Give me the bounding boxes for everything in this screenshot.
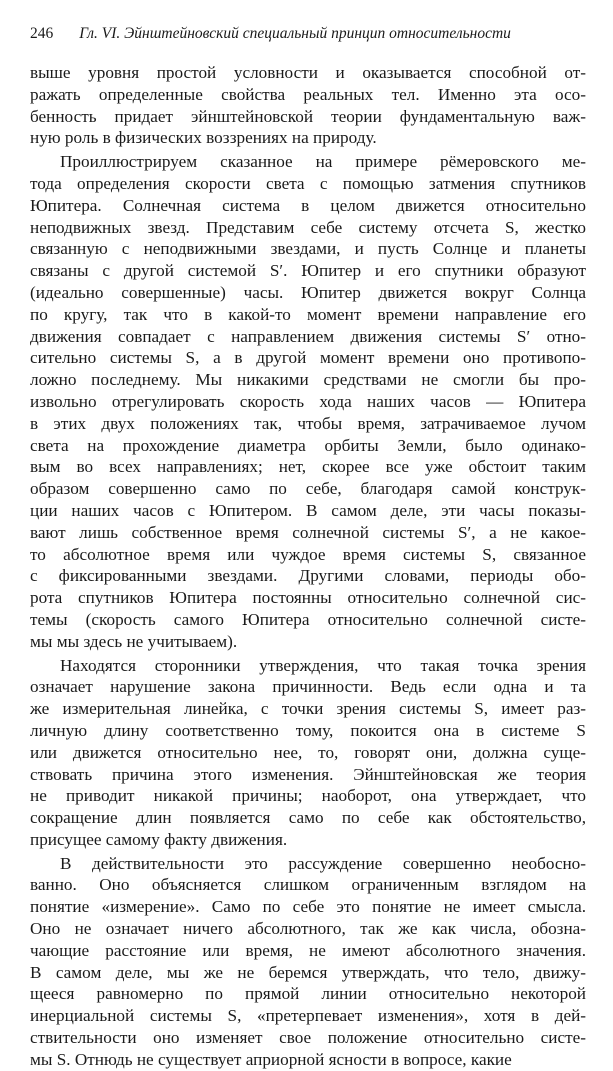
text-line: выше уровня простой условности и оказывается способной от- — [30, 63, 586, 82]
text-line: инерциальной системы S, «претерпевает изменения», хотя в дей- — [30, 1006, 586, 1026]
running-title: Гл. VI. Эйнштейновский специальный принцип относительности — [79, 25, 511, 42]
text-line: В самом деле, мы же не беремся утверждать, что тело, движу- — [30, 962, 586, 982]
running-header — [30, 24, 586, 44]
body-text — [30, 62, 586, 1071]
text-line: ражать определенные свойства реальных тел. Именно эта осо- — [30, 84, 586, 104]
text-line: темы (скорость самого Юпитера относительно солнечной систе- — [30, 609, 586, 629]
text-line: не приводит никакой причины; наоборот, она утверждает, что — [30, 786, 586, 806]
text-line: означает нарушение закона причинности. Ведь если одна и та — [30, 677, 586, 697]
text-line: ции наших часов с Юпитером. В самом деле, эти часы показы- — [30, 500, 586, 520]
text-line: извольно отрегулировать скорость хода наших часов — Юпитера — [30, 391, 586, 411]
text-line: чающие расстояние или время, не имеют абсолютного значения. — [30, 940, 586, 960]
text-line: ванно. Оно объясняется слишком ограниченным взглядом на — [30, 875, 586, 895]
text-line: тода определения скорости света с помощью затмения спутников — [30, 173, 586, 193]
paragraph — [30, 853, 586, 1071]
text-line: бенность придает эйнштейновской теории фундаментальную важ- — [30, 106, 586, 126]
paragraph — [30, 62, 586, 149]
text-line: света на прохождение диаметра орбиты Земли, было одинако- — [30, 435, 586, 455]
paragraph — [30, 655, 586, 851]
text-line: личную длину соответственно тому, покоится она в системе S — [30, 720, 586, 740]
text-line: Проиллюстрируем сказанное на примере рёмеровского ме- — [60, 152, 586, 172]
text-line: связанную с неподвижными звездами, и пусть Солнце и планеты — [30, 239, 586, 259]
text-line: понятие «измерение». Само по себе это понятие не имеет смысла. — [30, 897, 586, 917]
text-line: неподвижных звезд. Представим себе систему отсчета S, жестко — [30, 217, 586, 237]
text-line: ствовать причина этого изменения. Эйнштейновская же теория — [30, 764, 586, 784]
text-line: В действительности это рассуждение совершенно необосно- — [60, 853, 586, 873]
text-line: вают лишь собственное время солнечной системы S′, а не какое- — [30, 522, 586, 542]
text-line: рота спутников Юпитера постоянны относительно солнечной сис- — [30, 588, 586, 608]
text-line: то абсолютное время или чуждое время системы S, связанное — [30, 544, 586, 564]
text-line: мы S. Отнюдь не существует априорной ясности в вопросе, какие — [30, 1049, 512, 1069]
text-line: Юпитера. Солнечная система в целом движется относительно — [30, 195, 586, 215]
text-line: мы мы здесь не учитываем). — [30, 631, 238, 651]
text-line: или движется относительно нее, то, говорят они, должна суще- — [30, 742, 586, 762]
text-line: (идеально совершенные) часы. Юпитер движется вокруг Солнца — [30, 282, 586, 302]
text-line: вым во всех направлениях; нет, скорее все уже обстоит таким — [30, 457, 586, 477]
text-line: в этих двух положениях так, чтобы время, затрачиваемое лучом — [30, 413, 586, 433]
text-line: сительно системы S, а в другой момент времени оно противопо- — [30, 348, 586, 368]
text-line: же измерительная линейка, с точки зрения системы S, имеет раз- — [30, 699, 586, 719]
text-line: ложно последнему. Мы никакими средствами не смогли бы про- — [30, 370, 586, 390]
text-line: ствительности оно изменяет свое положение относительно систе- — [30, 1028, 586, 1048]
text-line: движения совпадает с направлением движения системы S′ отно- — [30, 326, 586, 346]
text-line: щееся равномерно по прямой линии относительно некоторой — [30, 984, 586, 1004]
text-line: присущее самому факту движения. — [30, 829, 288, 849]
text-line: ную роль в физических воззрениях на природу. — [30, 128, 377, 148]
text-line: сокращение длин появляется само по себе как обстоятельство, — [30, 808, 586, 828]
text-line: образом совершенно само по себе, благодаря самой конструк- — [30, 479, 586, 499]
text-line: по кругу, так что в какой-то момент времени направление его — [30, 304, 586, 324]
text-line: связаны с другой системой S′. Юпитер и его спутники образуют — [30, 261, 586, 281]
paragraph — [30, 151, 586, 652]
text-line: Оно не означает ничего абсолютного, так же как числа, обозна- — [30, 919, 586, 939]
page-number: 246 — [30, 25, 54, 42]
text-line: с фиксированными звездами. Другими словами, периоды обо- — [30, 566, 586, 586]
text-line: Находятся сторонники утверждения, что такая точка зрения — [60, 655, 586, 675]
